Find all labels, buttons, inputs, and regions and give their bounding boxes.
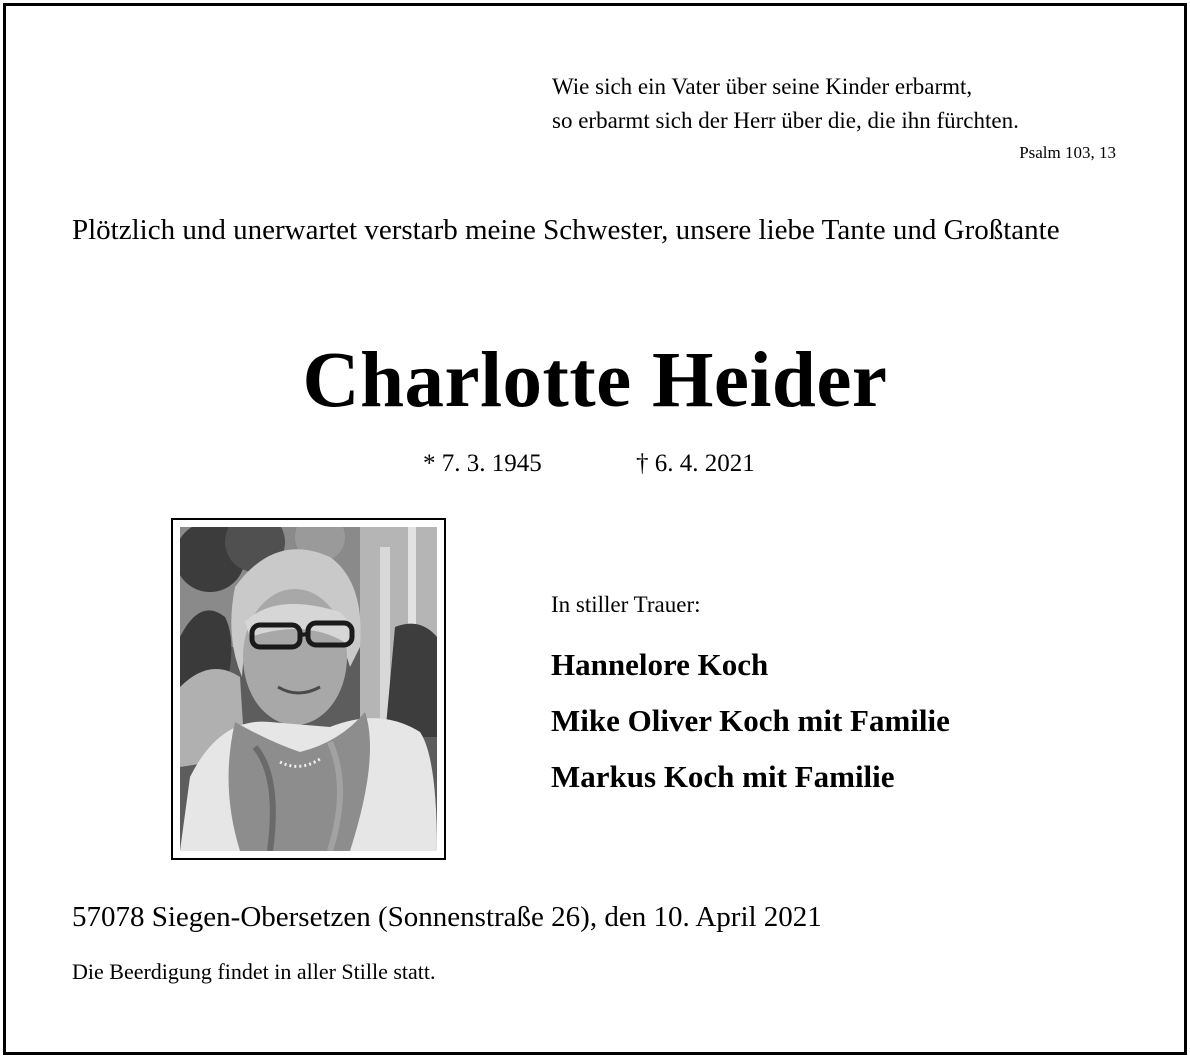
death-date: † 6. 4. 2021	[636, 450, 755, 477]
mourner-list	[551, 637, 950, 805]
verse-line-1: Wie sich ein Vater über seine Kinder erbarmt,	[552, 74, 973, 99]
address-date-line: 57078 Siegen-Obersetzen (Sonnenstraße 26), den 10. April 2021	[72, 901, 822, 933]
portrait-photo	[180, 527, 437, 851]
bible-verse	[552, 70, 1122, 138]
verse-reference: Psalm 103, 13	[1019, 143, 1116, 162]
mourner-name: Markus Koch mit Familie	[551, 759, 895, 794]
funeral-note: Die Beerdigung findet in aller Stille statt.	[72, 959, 436, 984]
intro-text: Plötzlich und unerwartet verstarb meine Schwester, unsere liebe Tante und Großtante	[72, 214, 1060, 246]
portrait-image	[180, 527, 437, 851]
portrait-frame	[171, 518, 446, 860]
mourning-label: In stiller Trauer:	[551, 592, 701, 617]
mourner-name: Mike Oliver Koch mit Familie	[551, 703, 950, 738]
verse-line-2: so erbarmt sich der Herr über die, die ihn fürchten.	[552, 108, 1019, 133]
mourner-name: Hannelore Koch	[551, 647, 769, 682]
birth-date: * 7. 3. 1945	[423, 450, 542, 477]
deceased-name: Charlotte Heider	[302, 337, 888, 424]
